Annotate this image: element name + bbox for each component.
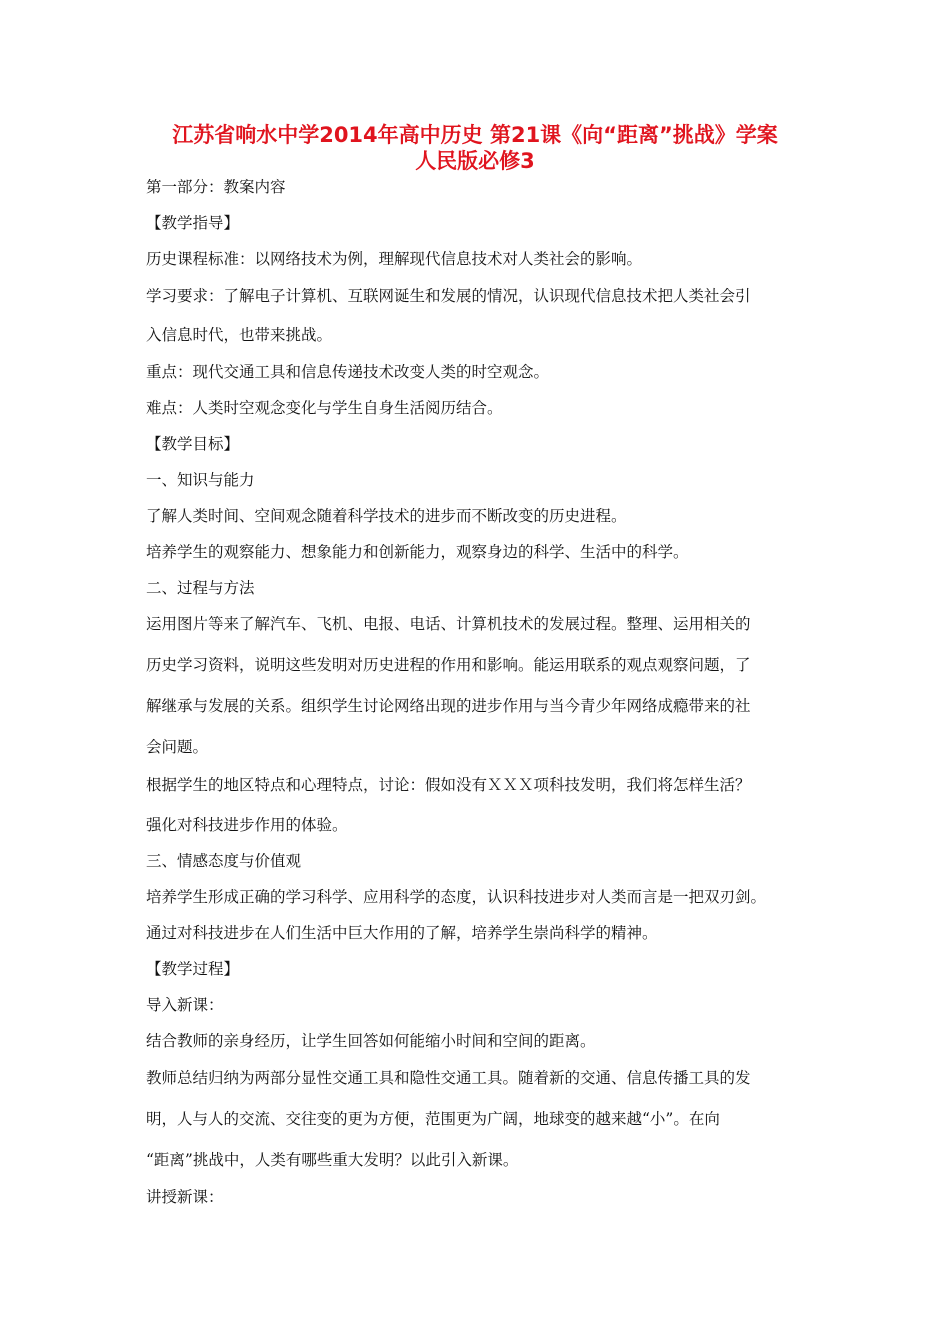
paragraph-line: 解继承与发展的关系。组织学生讨论网络出现的进步作用与当今青少年网络成瘾带来的社 [146,697,751,715]
bracket-heading: 【教学过程】 [146,960,240,978]
document-title-line-2: 人民版必修3 [415,149,535,173]
paragraph-line: 学习要求：了解电子计算机、互联网诞生和发展的情况，认识现代信息技术把人类社会引 [146,287,751,305]
paragraph-line: 结合教师的亲身经历，让学生回答如何能缩小时间和空间的距离。 [146,1032,596,1050]
paragraph-line: 培养学生形成正确的学习科学、应用科学的态度，认识科技进步对人类而言是一把双刃剑。 [146,888,767,906]
paragraph-line: 会问题。 [146,738,209,756]
document-title-line-1: 江苏省响水中学2014年高中历史 第21课《向“距离”挑战》学案 [172,123,778,147]
paragraph-line: 强化对科技进步作用的体验。 [146,816,348,834]
paragraph-line: 难点：人类时空观念变化与学生自身生活阅历结合。 [146,399,503,417]
paragraph-line: 历史课程标准：以网络技术为例，理解现代信息技术对人类社会的影响。 [146,250,643,268]
paragraph-line: 入信息时代，也带来挑战。 [146,326,333,344]
bracket-heading: 【教学目标】 [146,435,240,453]
paragraph-line: 通过对科技进步在人们生活中巨大作用的了解，培养学生崇尚科学的精神。 [146,924,658,942]
subsection-heading: 导入新课： [146,996,224,1014]
bracket-heading: 【教学指导】 [146,214,240,232]
paragraph-line: 历史学习资料，说明这些发明对历史进程的作用和影响。能运用联系的观点观察问题，了 [146,656,751,674]
subsection-heading: 讲授新课： [146,1188,224,1206]
subsection-heading: 一、知识与能力 [146,471,255,489]
paragraph-line: 运用图片等来了解汽车、飞机、电报、电话、计算机技术的发展过程。整理、运用相关的 [146,615,751,633]
paragraph-line: 了解人类时间、空间观念随着科学技术的进步而不断改变的历史进程。 [146,507,627,525]
subsection-heading: 三、情感态度与价值观 [146,852,302,870]
section-heading: 第一部分：教案内容 [146,178,286,196]
paragraph-line: 培养学生的观察能力、想象能力和创新能力，观察身边的科学、生活中的科学。 [146,543,689,561]
paragraph-line: 重点：现代交通工具和信息传递技术改变人类的时空观念。 [146,363,550,381]
paragraph-line: “距离”挑战中，人类有哪些重大发明？以此引入新课。 [146,1151,519,1169]
subsection-heading: 二、过程与方法 [146,579,255,597]
paragraph-line: 明，人与人的交流、交往变的更为方便，范围更为广阔，地球变的越来越“小”。在向 [146,1110,720,1128]
paragraph-line: 教师总结归纳为两部分显性交通工具和隐性交通工具。随着新的交通、信息传播工具的发 [146,1069,751,1087]
paragraph-line: 根据学生的地区特点和心理特点，讨论：假如没有ＸＸＸ项科技发明，我们将怎样生活？ [146,776,751,794]
